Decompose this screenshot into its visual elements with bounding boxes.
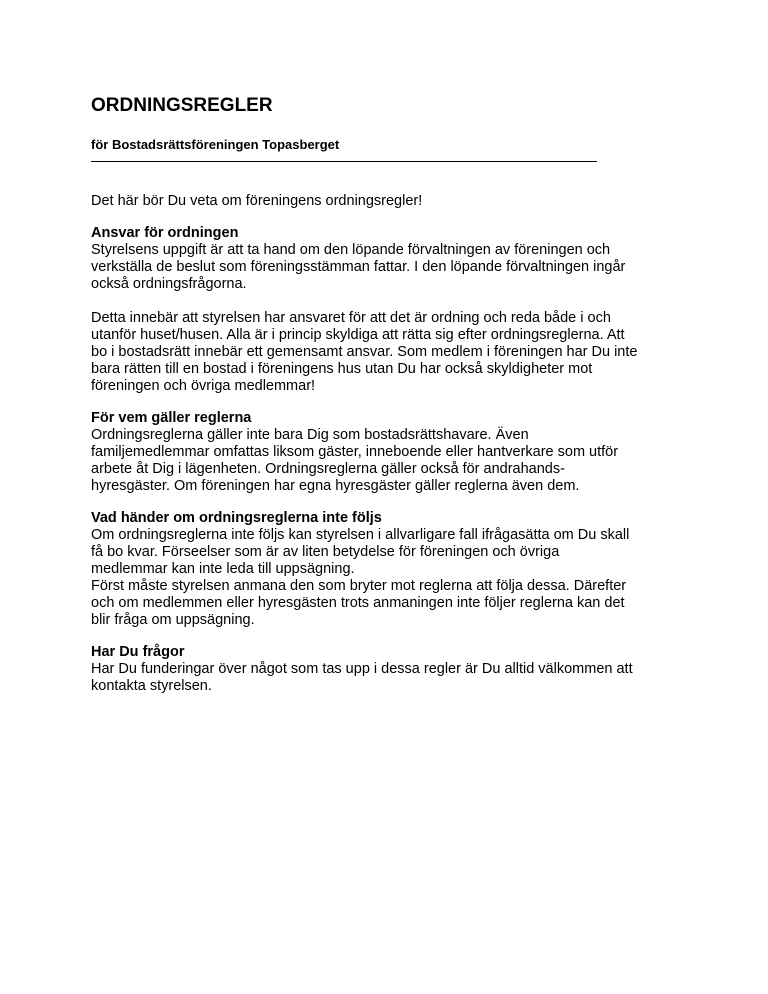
section-paragraph: Styrelsens uppgift är att ta hand om den löpande förvaltningen av föreningen och verkställa de beslut som föreningsstämman fattar. I den löpande förvaltningen ingår också ordningsfrågorna.: [91, 242, 626, 292]
section-for-vem: [91, 410, 691, 495]
section-vad-hander: [91, 510, 691, 629]
section-paragraph: Om ordningsreglerna inte följs kan styrelsen i allvarligare fall ifrågasätta om Du skall få bo kvar. Förseelser som är av liten betydelse för föreningen och övriga medlemmar kan inte leda till uppsägning. Först måste styrelsen anmana den som bryter mot reglerna att följa dessa. Därefter och om medlemmen eller hyresgästen trots anmaningen inte följer reglerna kan det blir fråga om uppsägning.: [91, 527, 630, 628]
section-paragraph: Detta innebär att styrelsen har ansvaret för att det är ordning och reda både i och utanför huset/husen. Alla är i princip skyldiga att rätta sig efter ordningsreglerna. Att bo i bostadsrätt innebär ett gemensamt ansvar. Som medlem i föreningen har Du inte bara rätten till en bostad i föreningens hus utan Du har också skyldigheter mot föreningen och övriga medlemmar!: [91, 310, 638, 394]
document-title: ORDNINGSREGLER: [91, 95, 273, 116]
section-ansvar: [91, 225, 691, 395]
section-paragraph: Ordningsreglerna gäller inte bara Dig som bostadsrättshavare. Även familjemedlemmar omfattas liksom gäster, inneboende eller hantverkare som utför arbete åt Dig i lägenheten. Ordningsreglerna gäller också för andrahands- hyresgäster. Om föreningen har egna hyresgäster gäller reglerna även dem.: [91, 427, 619, 494]
intro-text: Det här bör Du veta om föreningens ordningsregler!: [91, 193, 423, 209]
document-subtitle: för Bostadsrättsföreningen Topasberget: [91, 137, 340, 152]
section-heading: Har Du frågor: [91, 644, 185, 660]
section-paragraph: Har Du funderingar över något som tas upp i dessa regler är Du alltid välkommen att kontakta styrelsen.: [91, 661, 633, 694]
section-heading: För vem gäller reglerna: [91, 410, 252, 426]
section-heading: Vad händer om ordningsreglerna inte följs: [91, 510, 382, 526]
section-fragor: [91, 644, 691, 695]
section-heading: Ansvar för ordningen: [91, 225, 239, 241]
document-content: [91, 94, 691, 695]
title-divider: [91, 161, 597, 162]
